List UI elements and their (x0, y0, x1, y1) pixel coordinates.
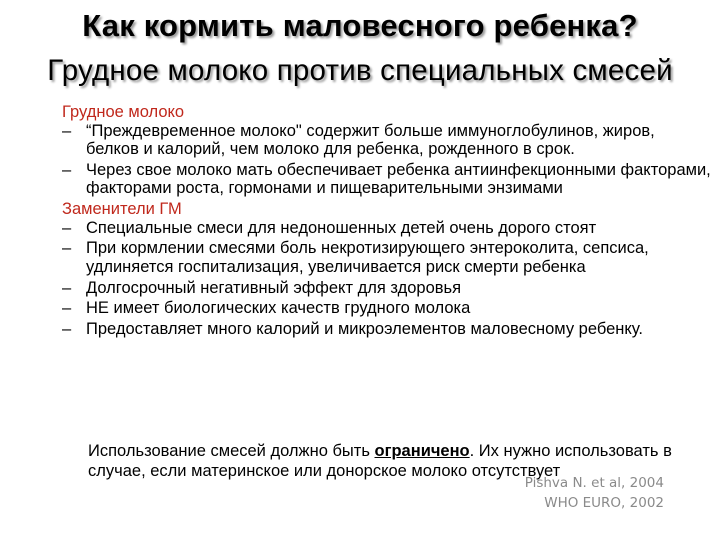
dash-marker: – (62, 278, 72, 297)
section-heading: Грудное молоко (62, 103, 185, 121)
bullet-text: Специальные смеси для недоношенных детей очень дорого стоят (86, 218, 597, 237)
bullet-text: “Преждевременное молоко" содержит больше иммуноглобулинов, жиров, белков и калорий, чем молоко для ребенка, рожденного в срок. (86, 121, 655, 158)
bullet-item (62, 122, 712, 159)
slide-subtitle: Грудное молоко против специальных смесей (47, 54, 673, 87)
note-text-after: . Их нужно использовать в случае, если материнское или донорское молоко отсутствует (88, 442, 672, 480)
bullet-item (62, 219, 712, 238)
dash-marker: – (62, 160, 72, 179)
dash-marker: – (62, 121, 72, 140)
section-heading: Заменители ГМ (62, 200, 182, 219)
slide-title: Как кормить маловесного ребенка? (82, 8, 638, 43)
bullet-text: При кормлении смесями боль некротизирующего энтероколита, сепсиса, удлиняется госпитализация, увеличивается риск смерти ребенка (86, 239, 649, 276)
citation-pishva: Pishva N. et al, 2004 (524, 475, 664, 491)
section-breast-milk (62, 103, 712, 198)
bullet-text: Предоставляет много калорий и микроэлементов маловесному ребенку. (86, 320, 643, 339)
note-emphasis: ограничено (374, 442, 470, 460)
citation-who: WHO EURO, 2002 (544, 495, 664, 511)
dash-marker: – (62, 320, 72, 339)
note-text-before: Использование смесей должно быть (88, 442, 375, 460)
bullet-item (62, 299, 712, 318)
bullet-text: НЕ имеет биологических качеств грудного молока (86, 299, 471, 318)
slide-body (62, 103, 712, 341)
bullet-text: Долгосрочный негативный эффект для здоровья (86, 278, 462, 297)
bullet-item (62, 320, 712, 339)
bullet-item (62, 239, 712, 276)
bullet-item (62, 161, 712, 198)
dash-marker: – (62, 299, 72, 318)
section-substitutes (62, 200, 712, 339)
bullet-item (62, 279, 712, 298)
dash-marker: – (62, 239, 72, 258)
dash-marker: – (62, 218, 72, 237)
bullet-text: Через свое молоко мать обеспечивает ребенка антиинфекционными факторами, факторами роста, гормонами и пищеварительными энзимами (86, 160, 711, 198)
citations (525, 473, 664, 513)
